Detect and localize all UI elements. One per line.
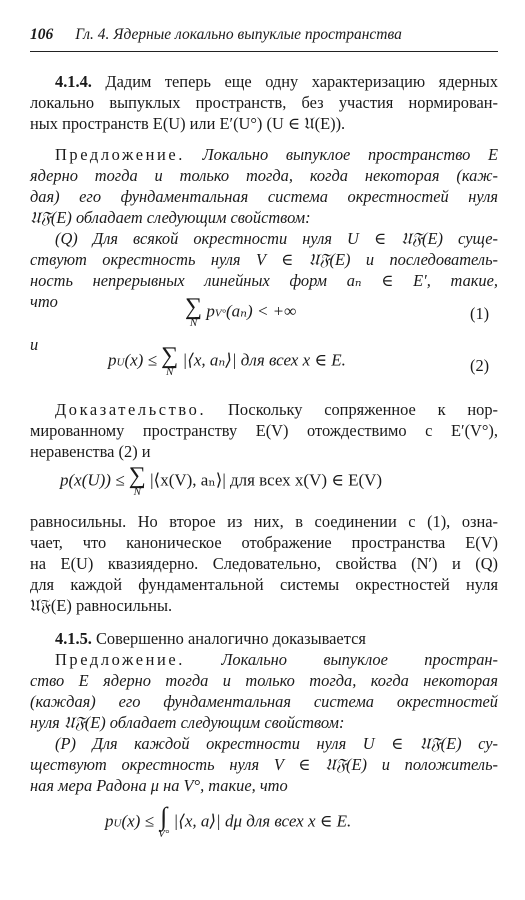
and-word: и bbox=[30, 335, 39, 354]
prop2-line4: нуля 𝔘𝔉(E) обладает следующим свойством: bbox=[30, 713, 345, 732]
propQ-line3: ность непрерывных линейных форм aₙ ∈ E′, такие, bbox=[30, 271, 498, 290]
propP-line2: ществуют окрестность нуля V ∈ 𝔘𝔉(E) и положитель- bbox=[30, 755, 498, 774]
integral-symbol: ∫ V° bbox=[158, 802, 170, 840]
sec414-line3: ных пространств E(U) или E′(U°) (U ∈ 𝔘(E)). bbox=[30, 114, 346, 133]
page-number: 106 bbox=[30, 26, 54, 43]
running-title: Гл. 4. Ядерные локально выпуклые пространства bbox=[75, 26, 402, 43]
proof-line2: мированному пространству E(V) отождествимо с E′(V°), bbox=[30, 421, 498, 440]
sec414-line1: 4.1.4. Дадим теперь еще одну характеризацию ядерных bbox=[55, 72, 498, 91]
proof-line1: Доказательство. Поскольку сопряженное к нор- bbox=[55, 400, 498, 419]
sec415-line: 4.1.5. Совершенно аналогично доказывается bbox=[55, 629, 366, 648]
propQ-line2: ствуют окрестность нуля V ∈ 𝔘𝔉(E) и последователь- bbox=[30, 250, 498, 269]
propP-line3: ная мера Радона μ на V°, такие, что bbox=[30, 776, 288, 795]
prop2-line1: Предложение. Локально выпуклое простран- bbox=[55, 650, 498, 669]
prop1-line3: дая) его фундаментальная система окрестностей нуля bbox=[30, 187, 498, 206]
propQ-line1: (Q) Для всякой окрестности нуля U ∈ 𝔘𝔉(E) суще- bbox=[55, 229, 498, 248]
proof2-line1: равносильны. Но второе из них, в соединении с (1), озна- bbox=[30, 512, 498, 531]
equation-number-2: (2) bbox=[470, 356, 490, 375]
page-header bbox=[30, 26, 498, 44]
equation-number-1: (1) bbox=[470, 304, 490, 323]
prop1-line4: 𝔘𝔉(E) обладает следующим свойством: bbox=[30, 208, 311, 227]
equation-3: p(x(U)) ≤ ∑ N |⟨x(V), aₙ⟩| для всех x(V) ∈ E(V) bbox=[60, 463, 383, 498]
proposition-word: Предложение. bbox=[55, 650, 185, 669]
sum-symbol: ∑ N bbox=[128, 463, 146, 498]
equation-4: pU(x) ≤ ∫ V° |⟨x, a⟩| dμ для всех x ∈ E. bbox=[105, 802, 352, 840]
proof2-line4: для каждой фундаментальной системы окрестностей нуля bbox=[30, 575, 498, 594]
proof2-line5: 𝔘𝔉(E) равносильны. bbox=[30, 596, 173, 615]
sum-symbol: ∑ N bbox=[161, 343, 179, 378]
sum-symbol: ∑ N bbox=[185, 294, 203, 329]
equation-2: pU(x) ≤ ∑ N |⟨x, aₙ⟩| для всех x ∈ E. bbox=[108, 343, 346, 378]
proof2-line2: чает, что каноническое отображение пространства E(V) bbox=[30, 533, 498, 552]
prop2-line2: ство E ядерно тогда и только тогда, когда некоторая bbox=[30, 671, 498, 690]
proof-word: Доказательство. bbox=[55, 400, 207, 419]
propQ-line4: что bbox=[30, 292, 58, 311]
proof-line3: неравенства (2) и bbox=[30, 442, 151, 461]
prop2-line3: (каждая) его фундаментальная система окрестностей bbox=[30, 692, 498, 711]
prop1-line2: ядерно тогда и только тогда, когда некоторая (каж- bbox=[30, 166, 498, 185]
sec414-line2: локально выпуклых пространств, без участия нормирован- bbox=[30, 93, 498, 112]
section-number: 4.1.5. bbox=[55, 629, 92, 648]
propP-line1: (P) Для каждой окрестности нуля U ∈ 𝔘𝔉(E) су- bbox=[55, 734, 498, 753]
prop1-line1: Предложение. Локально выпуклое пространство E bbox=[55, 145, 498, 164]
section-number: 4.1.4. bbox=[55, 72, 92, 91]
header-rule bbox=[30, 51, 498, 52]
equation-1: ∑ N pV°(aₙ) < +∞ bbox=[185, 294, 297, 329]
proof2-line3: на E(U) квазиядерно. Следовательно, свойства (N′) и (Q) bbox=[30, 554, 498, 573]
proposition-word: Предложение. bbox=[55, 145, 185, 164]
